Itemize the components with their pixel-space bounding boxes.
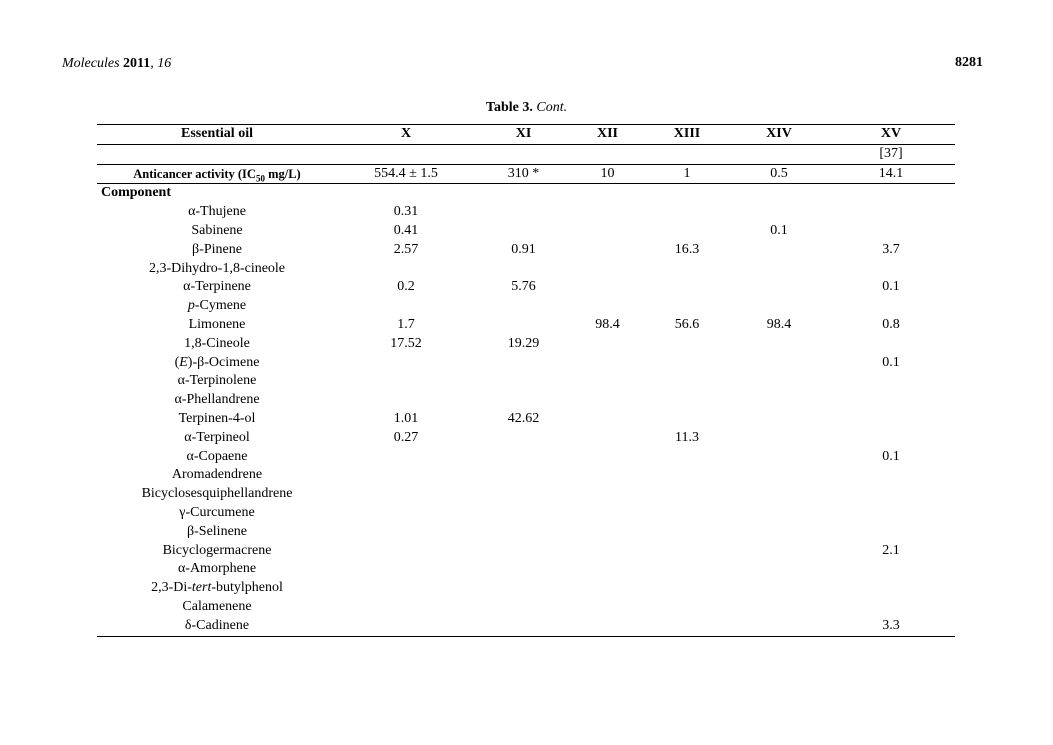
- component-value: [475, 448, 572, 467]
- component-value: [337, 297, 475, 316]
- component-row: [97, 372, 955, 391]
- component-row: [97, 316, 955, 335]
- reference-cell: [97, 144, 337, 164]
- component-row: [97, 354, 955, 373]
- component-name-suffix: -Cymene: [194, 298, 247, 314]
- component-value: [475, 579, 572, 598]
- component-value: [731, 297, 827, 316]
- component-value: [731, 278, 827, 297]
- column-header: XI: [475, 125, 572, 145]
- component-value: 1.7: [397, 316, 415, 332]
- component-row: [97, 448, 955, 467]
- journal-reference: [62, 56, 171, 72]
- reference-cell: [37]: [827, 144, 955, 164]
- component-name-prefix: 1,8-Cineole: [184, 335, 250, 351]
- component-value: [643, 391, 731, 410]
- component-value: [643, 485, 731, 504]
- component-value: [827, 260, 955, 279]
- component-value: [731, 523, 827, 542]
- component-value: 2.1: [882, 542, 900, 558]
- component-name: [97, 448, 337, 467]
- component-name: [97, 560, 337, 579]
- component-value: [572, 335, 643, 354]
- component-value: [337, 504, 475, 523]
- component-name-prefix: Terpinen-4-ol: [178, 410, 256, 426]
- component-value: [731, 448, 827, 467]
- section-label: Component: [101, 185, 172, 201]
- component-name: [97, 297, 337, 316]
- component-value: [827, 560, 955, 579]
- component-value: [643, 598, 731, 617]
- component-value: [572, 372, 643, 391]
- page-number: 8281: [955, 55, 983, 70]
- component-value: [475, 203, 572, 222]
- component-row: [97, 504, 955, 523]
- component-name: [97, 617, 337, 636]
- component-name-prefix: Bicyclogermacrene: [162, 542, 272, 558]
- component-name-prefix: α-Amorphene: [177, 561, 257, 577]
- component-name: [97, 485, 337, 504]
- essential-oil-table: [97, 124, 955, 637]
- component-value: 2.57: [393, 241, 419, 257]
- component-value: 5.76: [511, 279, 536, 295]
- component-value: [572, 617, 643, 636]
- component-value: [731, 203, 827, 222]
- component-value: [475, 297, 572, 316]
- component-value: [572, 222, 643, 241]
- component-value: [827, 429, 955, 448]
- reference-cell: [572, 144, 643, 164]
- component-value: [475, 485, 572, 504]
- component-name: [97, 372, 337, 391]
- column-header: X: [337, 125, 475, 145]
- component-name: [97, 429, 337, 448]
- activity-label-sub: 50: [255, 173, 265, 184]
- component-value: [643, 278, 731, 297]
- component-value: [731, 260, 827, 279]
- component-value: 0.1: [882, 448, 900, 464]
- reference-row: [97, 144, 955, 164]
- component-value: 3.7: [882, 241, 900, 257]
- component-value: [475, 222, 572, 241]
- component-value: 56.6: [674, 316, 700, 332]
- component-value: [643, 335, 731, 354]
- component-value: 0.8: [882, 316, 900, 332]
- component-value: [475, 429, 572, 448]
- component-name: [97, 278, 337, 297]
- component-name: [97, 542, 337, 561]
- component-value: [827, 203, 955, 222]
- component-name-suffix: -butylphenol: [211, 580, 283, 596]
- reference-cell: [643, 144, 731, 164]
- component-value: 0.91: [511, 241, 536, 257]
- component-value: [731, 372, 827, 391]
- component-value: [827, 391, 955, 410]
- component-value: [572, 523, 643, 542]
- component-name: [97, 579, 337, 598]
- component-value: [643, 222, 731, 241]
- component-row: [97, 598, 955, 617]
- component-name-prefix: α-Copaene: [186, 448, 248, 464]
- component-row: [97, 391, 955, 410]
- component-name: [97, 260, 337, 279]
- component-value: [827, 372, 955, 391]
- component-row: [97, 523, 955, 542]
- component-value: [827, 335, 955, 354]
- component-row: [97, 429, 955, 448]
- component-name-prefix: α-Phellandrene: [174, 392, 260, 408]
- column-header: XV: [827, 125, 955, 145]
- component-value: [337, 617, 475, 636]
- section-row: [97, 184, 955, 203]
- component-value: [572, 241, 643, 260]
- component-value: 0.27: [393, 429, 419, 445]
- component-value: [337, 598, 475, 617]
- reference-cell: [475, 144, 572, 164]
- component-value: [827, 598, 955, 617]
- activity-value: 14.1: [827, 164, 955, 184]
- reference-cell: [337, 144, 475, 164]
- component-value: 11.3: [675, 429, 699, 445]
- component-name-prefix: α-Thujene: [188, 204, 246, 220]
- component-row: [97, 260, 955, 279]
- component-name-suffix: )-β-Ocimene: [187, 354, 260, 370]
- component-row: [97, 278, 955, 297]
- component-value: [475, 504, 572, 523]
- component-row: [97, 542, 955, 561]
- component-value: [827, 579, 955, 598]
- component-value: [475, 391, 572, 410]
- component-value: 1.01: [393, 410, 419, 426]
- component-value: [827, 466, 955, 485]
- component-value: [827, 523, 955, 542]
- component-value: [643, 354, 731, 373]
- table-caption-text: Cont.: [536, 100, 568, 115]
- component-value: [572, 391, 643, 410]
- component-value: [731, 485, 827, 504]
- component-name: [97, 598, 337, 617]
- column-header: XIII: [643, 125, 731, 145]
- component-value: [643, 560, 731, 579]
- reference-cell: [731, 144, 827, 164]
- journal-name: Molecules: [62, 56, 120, 71]
- component-value: [572, 598, 643, 617]
- component-name: [97, 316, 337, 335]
- component-name-italic: p: [187, 298, 195, 314]
- component-row: [97, 410, 955, 429]
- component-value: [572, 542, 643, 561]
- component-value: [337, 523, 475, 542]
- component-value: [731, 542, 827, 561]
- component-value: [572, 429, 643, 448]
- component-value: [475, 598, 572, 617]
- component-value: [337, 448, 475, 467]
- activity-value: 0.5: [731, 164, 827, 184]
- component-value: [337, 466, 475, 485]
- component-value: [731, 466, 827, 485]
- component-name-prefix: δ-Cadinene: [184, 617, 250, 633]
- component-value: [572, 297, 643, 316]
- activity-label-prefix: Anticancer activity (IC: [133, 166, 256, 181]
- activity-value: 1: [643, 164, 731, 184]
- component-value: [475, 617, 572, 636]
- component-value: [731, 429, 827, 448]
- component-value: [572, 260, 643, 279]
- component-name-prefix: Calamenene: [182, 598, 252, 614]
- component-value: 17.52: [390, 335, 422, 351]
- component-value: [643, 523, 731, 542]
- component-value: [827, 410, 955, 429]
- component-value: [731, 579, 827, 598]
- component-name-prefix: α-Terpinene: [183, 279, 251, 295]
- component-value: 19.29: [507, 335, 540, 351]
- component-value: [475, 542, 572, 561]
- table-caption-label: Table 3.: [485, 100, 533, 115]
- component-value: [572, 579, 643, 598]
- activity-label-suffix: mg/L): [264, 166, 301, 181]
- component-value: [475, 466, 572, 485]
- component-value: [572, 410, 643, 429]
- component-value: [337, 260, 475, 279]
- component-name: [97, 241, 337, 260]
- component-value: [572, 354, 643, 373]
- component-name-prefix: γ-Curcumene: [179, 504, 255, 520]
- component-name: [97, 504, 337, 523]
- component-row: [97, 466, 955, 485]
- component-value: [572, 560, 643, 579]
- component-name: [97, 523, 337, 542]
- component-name-prefix: Sabinene: [191, 222, 243, 238]
- component-value: [643, 466, 731, 485]
- component-value: [731, 560, 827, 579]
- component-value: 98.4: [595, 316, 620, 332]
- activity-value: 554.4 ± 1.5: [337, 164, 475, 184]
- journal-volume: 16: [157, 56, 172, 71]
- component-value: [475, 316, 572, 335]
- component-value: [643, 410, 731, 429]
- component-name-prefix: Bicyclosesquiphellandrene: [141, 486, 293, 502]
- component-name-prefix: α-Terpineol: [184, 429, 250, 445]
- component-name: [97, 466, 337, 485]
- component-value: [337, 391, 475, 410]
- component-name: [97, 203, 337, 222]
- component-value: [731, 241, 827, 260]
- component-value: [572, 448, 643, 467]
- journal-separator: ,: [150, 56, 154, 71]
- component-value: [827, 222, 955, 241]
- journal-year: 2011: [123, 56, 151, 71]
- component-value: [643, 617, 731, 636]
- component-value: [731, 335, 827, 354]
- component-value: [572, 203, 643, 222]
- component-row: [97, 222, 955, 241]
- component-value: 0.1: [882, 354, 900, 370]
- component-name: [97, 354, 337, 373]
- component-value: [643, 542, 731, 561]
- component-value: [827, 485, 955, 504]
- component-value: [731, 598, 827, 617]
- component-name-prefix: Aromadendrene: [171, 467, 263, 483]
- component-value: [643, 372, 731, 391]
- component-value: [337, 372, 475, 391]
- component-value: 0.31: [393, 204, 419, 220]
- component-value: [572, 485, 643, 504]
- component-row: [97, 297, 955, 316]
- activity-value: 10: [572, 164, 643, 184]
- component-name-prefix: β-Pinene: [192, 241, 242, 257]
- component-value: [337, 579, 475, 598]
- component-value: [643, 260, 731, 279]
- component-value: [475, 560, 572, 579]
- component-row: [97, 203, 955, 222]
- component-value: [475, 372, 572, 391]
- component-name-prefix: (: [174, 354, 180, 370]
- component-value: [475, 260, 572, 279]
- component-value: 0.1: [770, 222, 788, 238]
- component-row: [97, 485, 955, 504]
- component-value: [731, 617, 827, 636]
- component-name-italic: tert: [191, 580, 212, 596]
- component-value: [337, 354, 475, 373]
- component-value: 3.3: [827, 617, 955, 636]
- component-name-italic: E: [179, 354, 188, 370]
- component-name: [97, 410, 337, 429]
- component-value: [827, 504, 955, 523]
- component-value: [643, 448, 731, 467]
- component-name-prefix: Limonene: [188, 316, 246, 332]
- component-value: [475, 523, 572, 542]
- component-name-prefix: β-Selinene: [187, 523, 247, 539]
- component-value: [731, 410, 827, 429]
- table-caption: [0, 100, 1053, 116]
- column-header: XIV: [731, 125, 827, 145]
- component-value: [643, 504, 731, 523]
- activity-label: [97, 164, 337, 184]
- component-row: [97, 335, 955, 354]
- component-name: [97, 335, 337, 354]
- table-header-row: [97, 125, 955, 145]
- component-value: [572, 504, 643, 523]
- component-value: 16.3: [674, 241, 700, 257]
- component-value: [572, 466, 643, 485]
- component-value: [337, 542, 475, 561]
- component-value: [731, 391, 827, 410]
- component-value: 0.2: [397, 279, 415, 295]
- component-row: [97, 617, 955, 636]
- component-value: [337, 560, 475, 579]
- component-value: [731, 354, 827, 373]
- component-name: [97, 391, 337, 410]
- component-row: [97, 560, 955, 579]
- component-value: 98.4: [766, 316, 792, 332]
- column-header: XII: [572, 125, 643, 145]
- component-name: [97, 222, 337, 241]
- component-name-prefix: 2,3-Dihydro-1,8-cineole: [148, 260, 286, 276]
- component-value: [827, 297, 955, 316]
- component-name-prefix: α-Terpinolene: [177, 373, 257, 389]
- component-value: [643, 297, 731, 316]
- component-row: [97, 579, 955, 598]
- component-value: [337, 485, 475, 504]
- component-value: 42.62: [507, 410, 540, 426]
- component-value: [643, 203, 731, 222]
- activity-value: 310 *: [475, 164, 572, 184]
- anticancer-activity-row: [97, 164, 955, 184]
- component-value: [572, 278, 643, 297]
- component-row: [97, 241, 955, 260]
- component-value: 0.41: [393, 222, 419, 238]
- component-value: [643, 579, 731, 598]
- component-name-prefix: 2,3-Di-: [151, 580, 192, 596]
- component-value: [731, 504, 827, 523]
- column-header: Essential oil: [97, 125, 337, 145]
- component-value: 0.1: [882, 279, 900, 295]
- component-value: [475, 354, 572, 373]
